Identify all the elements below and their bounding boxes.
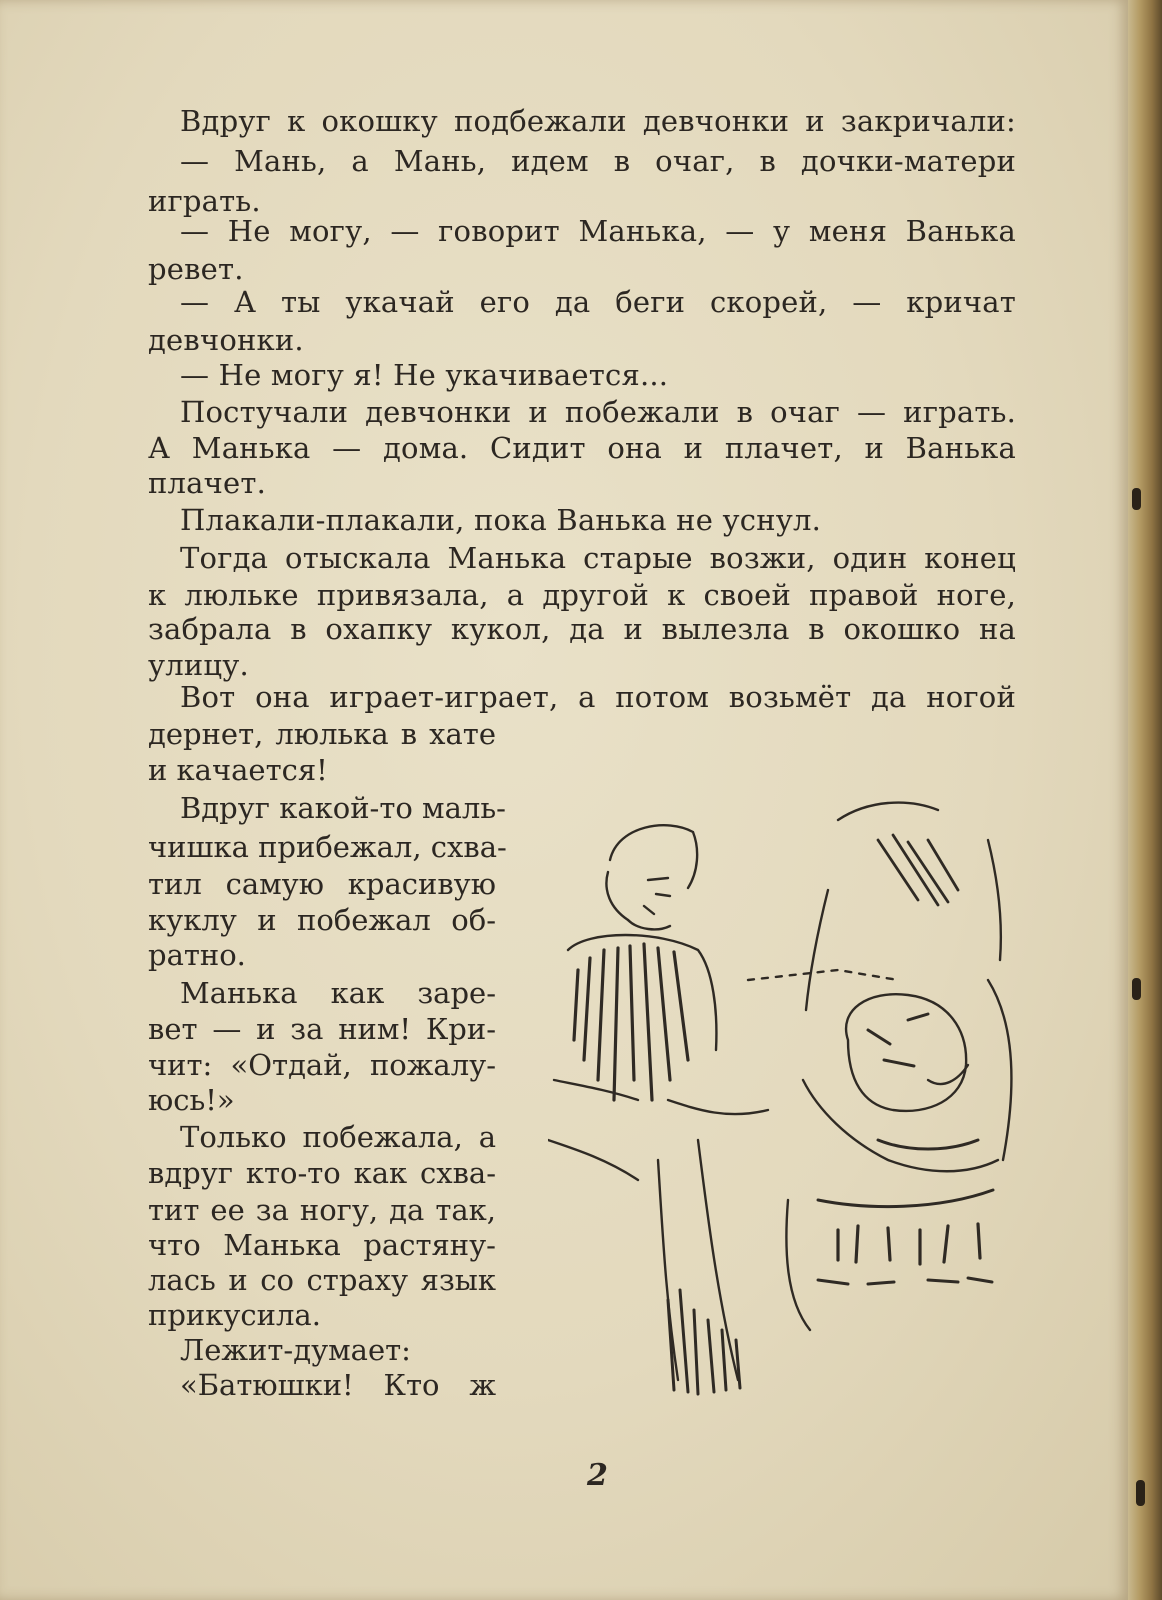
text-line: — Не могу, — говорит Манька, — у меня Ванька — [180, 214, 1016, 248]
text-line: — Не могу я! Не укачивается... — [180, 358, 669, 392]
text-line: Только побежала, а — [180, 1120, 496, 1154]
text-line: Вдруг к окошку подбежали девчонки и закричали: — [180, 104, 1016, 138]
text-line: прикусила. — [148, 1298, 321, 1332]
text-line: играть. — [148, 184, 261, 218]
text-line: ревет. — [148, 252, 244, 286]
text-line: чит: «Отдай, пожалу- — [148, 1048, 496, 1082]
text-line: лась и со страху язык — [148, 1263, 496, 1297]
text-line: забрала в охапку кукол, да и вылезла в окошко на — [148, 612, 1016, 646]
text-line: куклу и побежал об- — [148, 903, 496, 937]
text-line: чишка прибежал, схва- — [148, 830, 507, 864]
text-line: что Манька растяну- — [148, 1228, 496, 1262]
text-line: ратно. — [148, 938, 246, 972]
text-line: вет — и за ним! Кри- — [148, 1012, 496, 1046]
text-line: юсь!» — [148, 1083, 235, 1117]
page-edge — [1128, 0, 1162, 1600]
sketch-illustration — [548, 780, 1038, 1420]
text-line: Лежит-думает: — [180, 1333, 411, 1367]
text-line: Плакали-плакали, пока Ванька не уснул. — [180, 503, 822, 537]
text-line: — Мань, а Мань, идем в очаг, в дочки-матери — [180, 144, 1016, 178]
binding-hole — [1136, 1480, 1145, 1506]
text-line: девчонки. — [148, 323, 304, 357]
text-line: к люльке привязала, а другой к своей правой ноге, — [148, 578, 1016, 612]
text-line: — А ты укачай его да беги скорей, — кричат — [180, 285, 1016, 319]
text-line: А Манька — дома. Сидит она и плачет, и Ванька — [148, 431, 1016, 465]
page-number: 2 — [587, 1458, 608, 1493]
text-line: тил самую красивую — [148, 867, 496, 901]
text-line: Вдруг какой-то маль- — [180, 791, 506, 825]
text-line: дернет, люлька в хате — [148, 717, 496, 751]
text-line: плачет. — [148, 466, 267, 500]
text-line: Постучали девчонки и побежали в очаг — играть. — [180, 395, 1016, 429]
text-line: Манька как заре- — [180, 976, 496, 1010]
text-line: улицу. — [148, 648, 249, 682]
binding-hole — [1132, 488, 1141, 510]
text-line: Тогда отыскала Манька старые возжи, один конец — [180, 541, 1016, 575]
text-line: и качается! — [148, 753, 328, 787]
text-line: тит ее за ногу, да так, — [148, 1193, 496, 1227]
text-line: «Батюшки! Кто ж — [180, 1368, 496, 1402]
text-line: вдруг кто-то как схва- — [148, 1156, 496, 1190]
binding-hole — [1132, 978, 1141, 1000]
text-line: Вот она играет-играет, а потом возьмёт да ногой — [180, 680, 1016, 714]
